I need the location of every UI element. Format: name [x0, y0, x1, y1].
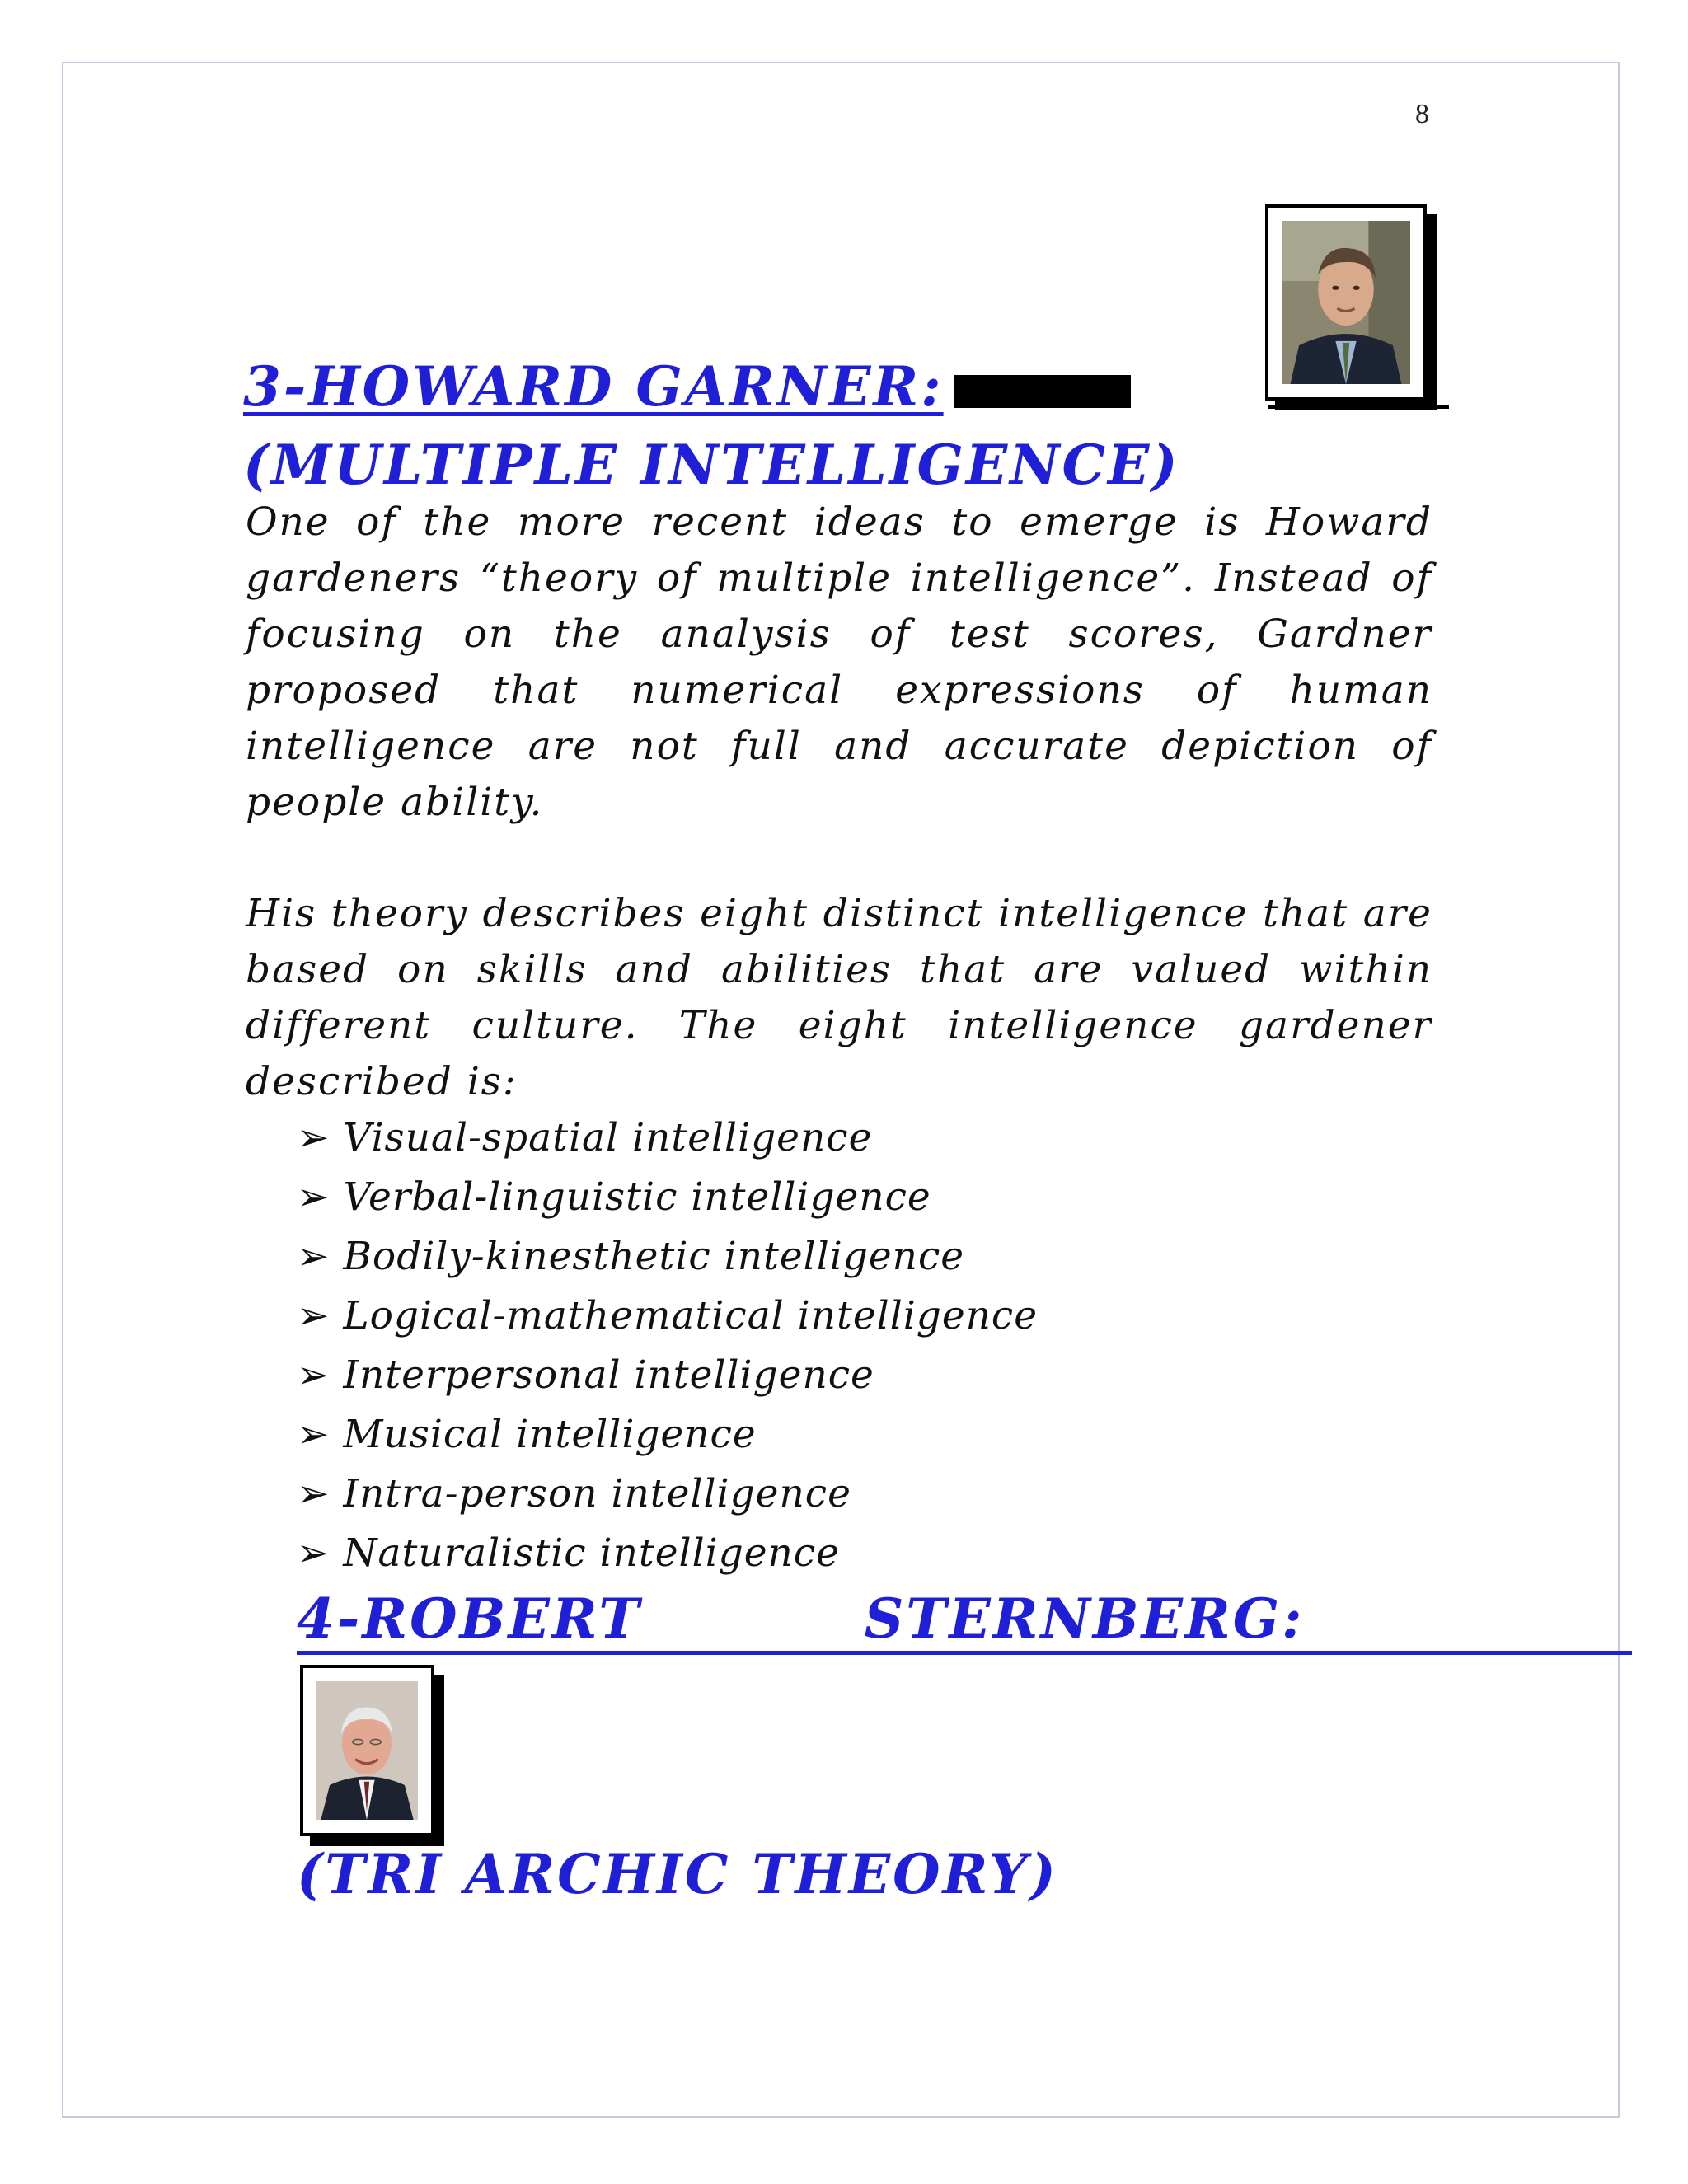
- list-item-text: Bodily-kinesthetic intelligence: [343, 1234, 965, 1279]
- list-item-text: Visual-spatial intelligence: [343, 1115, 873, 1160]
- list-item-text: Verbal-linguistic intelligence: [343, 1174, 931, 1220]
- howard-gardner-photo: [1265, 204, 1427, 401]
- section4-subtitle: (TRI ARCHIC THEORY): [297, 1842, 1058, 1906]
- list-item: [297, 1286, 1038, 1346]
- section4-underline: [297, 1651, 1632, 1655]
- divider-line: [1268, 405, 1449, 409]
- page-number: 8: [1415, 99, 1429, 129]
- list-item: [297, 1346, 1038, 1405]
- section3-title: [243, 354, 1131, 419]
- list-item: [297, 1168, 1038, 1227]
- section3-title-text: 3-HOWARD GARNER:: [243, 354, 944, 419]
- list-item-text: Intra-person intelligence: [343, 1471, 851, 1516]
- arrow-bullet-icon: ➢: [297, 1234, 331, 1279]
- section4-title-part1: 4-ROBERT: [297, 1586, 642, 1651]
- list-item-text: Naturalistic intelligence: [343, 1530, 840, 1576]
- list-item: [297, 1108, 1038, 1168]
- arrow-bullet-icon: ➢: [297, 1293, 331, 1338]
- portrait-man-image: [1282, 221, 1410, 384]
- arrow-bullet-icon: ➢: [297, 1352, 331, 1398]
- list-item: [297, 1227, 1038, 1286]
- section3-subtitle: (MULTIPLE INTELLIGENCE): [243, 433, 1180, 497]
- intelligences-list: [297, 1108, 1038, 1583]
- arrow-bullet-icon: ➢: [297, 1115, 331, 1160]
- list-item-text: Musical intelligence: [343, 1412, 757, 1457]
- paragraph-1: One of the more recent ideas to emerge is Howard gardeners “theory of multiple intelligence”. Instead of focusing on the analysis of test scores, Gardner proposed that numerical expressions of human intelligence are not full and accurate depiction of people ability.: [246, 499, 1432, 825]
- arrow-bullet-icon: ➢: [297, 1471, 331, 1516]
- black-bar-decoration: [954, 375, 1131, 408]
- portrait-man-image: [316, 1681, 418, 1820]
- arrow-bullet-icon: ➢: [297, 1174, 331, 1220]
- list-item: [297, 1405, 1038, 1465]
- arrow-bullet-icon: ➢: [297, 1530, 331, 1576]
- section4-title-part2: STERNBERG:: [864, 1586, 1305, 1651]
- paragraph-2: His theory describes eight distinct intelligence that are based on skills and abilities that are valued within different culture. The eight intelligence gardener described is:: [246, 891, 1432, 1104]
- list-item: [297, 1524, 1038, 1583]
- section4-title: [297, 1586, 1305, 1651]
- arrow-bullet-icon: ➢: [297, 1412, 331, 1457]
- list-item-text: Interpersonal intelligence: [343, 1352, 874, 1398]
- list-item-text: Logical-mathematical intelligence: [343, 1293, 1039, 1338]
- list-item: [297, 1465, 1038, 1524]
- robert-sternberg-photo: [300, 1665, 434, 1836]
